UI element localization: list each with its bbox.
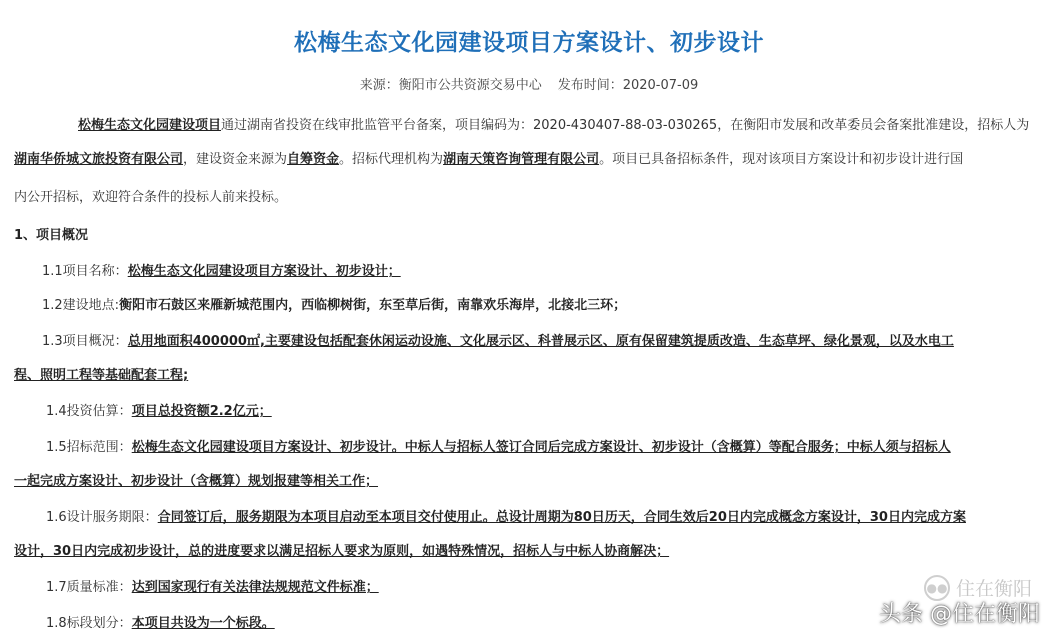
item-value: 总用地面积400000㎡,主要建设包括配套休闲运动设施、文化展示区、科普展示区、原有保留建筑提质改造、生态草坪、绿化景观，以及水电工 xyxy=(127,334,954,349)
intro-text: 。招标代理机构为 xyxy=(339,152,444,167)
item-1-6-cont xyxy=(14,542,1048,562)
item-value: 松梅生态文化园建设项目方案设计、初步设计； xyxy=(127,264,401,279)
item-value: 衡阳市石鼓区来雁新城范围内，西临柳树街，东至草后街，南靠欢乐海岸，北接北三环； xyxy=(119,298,627,313)
item-1-3 xyxy=(14,332,1048,352)
item-label: 1.2建设地点: xyxy=(42,298,120,313)
item-1-5-cont xyxy=(14,472,1048,492)
item-label: 1.4投资估算： xyxy=(46,404,132,419)
agency-link[interactable]: 湖南天策咨询管理有限公司 xyxy=(443,152,600,167)
project-name-link[interactable]: 松梅生态文化园建设项目 xyxy=(78,118,222,133)
fund-source-link[interactable]: 自筹资金 xyxy=(287,152,340,167)
item-value: 本项目共设为一个标段。 xyxy=(131,616,275,631)
source-text: 来源：衡阳市公共资源交易中心 xyxy=(359,78,542,93)
article-title: 松梅生态文化园建设项目方案设计、初步设计 xyxy=(294,30,764,56)
intro-text: 。项目已具备招标条件，现对该项目方案设计和初步设计进行国 xyxy=(599,152,964,167)
item-1-6 xyxy=(14,508,1048,528)
item-1-3-cont xyxy=(14,366,1048,386)
watermark-text: 住在衡阳 xyxy=(955,578,1032,600)
intro-line-3: 内公开招标，欢迎符合条件的投标人前来投标。 xyxy=(14,190,288,205)
item-1-4 xyxy=(14,402,1048,422)
item-label: 1.3项目概况： xyxy=(42,334,128,349)
item-1-5 xyxy=(14,438,1048,458)
publish-time: 发布时间：2020-07-09 xyxy=(557,78,699,93)
intro-line-1 xyxy=(14,116,1048,136)
article-meta xyxy=(0,74,1058,93)
brand-watermark: 头条 @住在衡阳 xyxy=(879,602,1040,627)
item-1-7 xyxy=(14,578,1048,598)
item-value: 一起完成方案设计、初步设计（含概算）规划报建等相关工作； xyxy=(14,474,379,489)
item-label: 1.6设计服务期限： xyxy=(46,510,158,525)
tenderer-link[interactable]: 湖南华侨城文旅投资有限公司 xyxy=(14,152,184,167)
wechat-icon: ●● xyxy=(924,575,950,601)
item-value: 程、照明工程等基础配套工程; xyxy=(14,368,189,383)
item-label: 1.5招标范围： xyxy=(46,440,132,455)
item-value: 松梅生态文化园建设项目方案设计、初步设计。中标人与招标人签订合同后完成方案设计、初步设计（含概算）等配合服务；中标人须与招标人 xyxy=(131,440,951,455)
intro-text: ，建设资金来源为 xyxy=(183,152,288,167)
section-heading: 1、项目概况 xyxy=(14,228,89,243)
item-value: 达到国家现行有关法律法规规范文件标准； xyxy=(131,580,379,595)
item-value: 合同签订后，服务期限为本项目启动至本项目交付使用止。总设计周期为80日历天，合同生效后20日内完成概念方案设计，30日内完成方案 xyxy=(157,510,966,525)
item-label: 1.8标段划分： xyxy=(46,616,132,631)
item-value: 项目总投资额2.2亿元； xyxy=(131,404,272,419)
intro-line-2 xyxy=(14,150,1048,170)
item-label: 1.1项目名称： xyxy=(42,264,128,279)
item-value: 设计，30日内完成初步设计，总的进度要求以满足招标人要求为原则，如遇特殊情况，招标人与中标人协商解决； xyxy=(14,544,670,559)
item-1-2 xyxy=(14,296,1048,316)
intro-text: 通过湖南省投资在线审批监管平台备案，项目编码为：2020-430407-88-03-030265，在衡阳市发展和改革委员会备案批准建设，招标人为 xyxy=(221,118,1030,133)
item-1-1 xyxy=(14,262,1048,282)
item-label: 1.7质量标准： xyxy=(46,580,132,595)
